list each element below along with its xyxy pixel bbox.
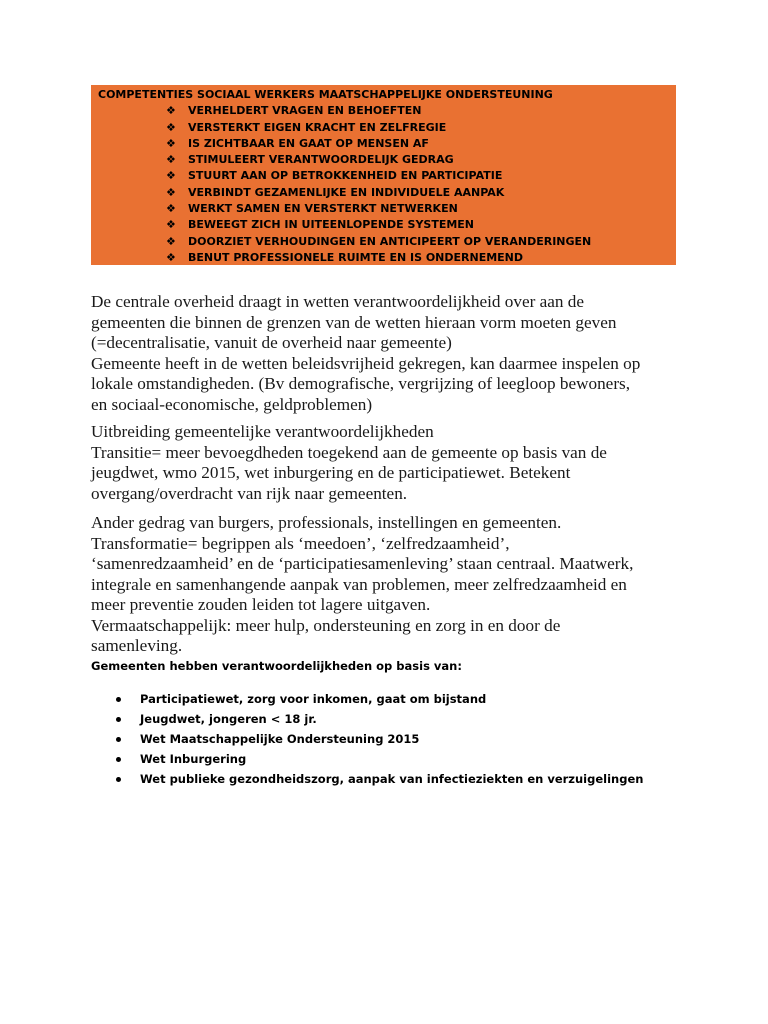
list-item — [91, 709, 643, 729]
competence-item — [98, 217, 676, 233]
diamond-bullet-icon: ❖ — [166, 136, 176, 150]
diamond-bullet-icon: ❖ — [166, 185, 176, 199]
bullet-dot-icon — [116, 717, 121, 722]
text-line: Transitie= meer bevoegdheden toegekend aan de gemeente op basis van de — [91, 442, 607, 462]
competence-item — [98, 103, 676, 119]
competences-list — [98, 103, 676, 266]
text-line: integrale en samenhangende aanpak van problemen, meer zelfredzaamheid en — [91, 574, 627, 594]
competence-item — [98, 234, 676, 250]
diamond-bullet-icon: ❖ — [166, 234, 176, 248]
text-line: Gemeente heeft in de wetten beleidsvrijheid gekregen, kan daarmee inspelen op — [91, 353, 641, 373]
competence-label: DOORZIET VERHOUDINGEN EN ANTICIPEERT OP VERANDERINGEN — [188, 234, 592, 248]
competence-label: STUURT AAN OP BETROKKENHEID EN PARTICIPATIE — [188, 169, 503, 183]
list-item-label: Wet publieke gezondheidszorg, aanpak van infectieziekten en verzuigelingen — [140, 772, 644, 786]
competence-label: VERSTERKT EIGEN KRACHT EN ZELFREGIE — [188, 120, 447, 134]
competence-label: WERKT SAMEN EN VERSTERKT NETWERKEN — [188, 202, 458, 216]
text-line: Ander gedrag van burgers, professionals, instellingen en gemeenten. — [91, 513, 562, 532]
diamond-bullet-icon: ❖ — [166, 169, 176, 183]
competence-label: STIMULEERT VERANTWOORDELIJK GEDRAG — [188, 153, 454, 167]
competence-item — [98, 201, 676, 217]
text-line: overgang/overdracht van rijk naar gemeenten. — [91, 483, 408, 503]
list-item-label: Wet Inburgering — [140, 752, 247, 766]
list-item — [91, 749, 643, 769]
competences-title: COMPETENTIES SOCIAAL WERKERS MAATSCHAPPELIJKE ONDERSTEUNING — [98, 88, 553, 101]
competence-item — [98, 168, 676, 184]
list-item — [91, 769, 643, 789]
diamond-bullet-icon: ❖ — [166, 202, 176, 216]
competence-label: VERHELDERT VRAGEN EN BEHOEFTEN — [188, 104, 422, 118]
competence-label: VERBINDT GEZAMENLIJKE EN INDIVIDUELE AANPAK — [188, 185, 505, 199]
bullet-dot-icon — [116, 757, 121, 762]
list-item-label: Wet Maatschappelijke Ondersteuning 2015 — [140, 732, 420, 746]
transition-paragraph — [91, 422, 691, 504]
text-line: Transformatie= begrippen als ‘meedoen’, ‘zelfredzaamheid’, — [91, 533, 510, 553]
competence-item — [98, 120, 676, 136]
list-item-label: Participatiewet, zorg voor inkomen, gaat om bijstand — [140, 692, 487, 706]
competence-item — [98, 185, 676, 201]
bullet-dot-icon — [116, 697, 121, 702]
competence-item — [98, 152, 676, 168]
diamond-bullet-icon: ❖ — [166, 153, 176, 167]
list-item — [91, 729, 643, 749]
competence-item — [98, 136, 676, 152]
diamond-bullet-icon: ❖ — [166, 218, 176, 232]
text-line: (=decentralisatie, vanuit de overheid naar gemeente) — [91, 333, 452, 352]
text-line: gemeenten die binnen de grenzen van de wetten hieraan vorm moeten geven — [91, 312, 617, 332]
text-line: meer preventie zouden leiden tot lagere uitgaven. — [91, 595, 431, 614]
list-item — [91, 689, 643, 709]
text-line: lokale omstandigheden. (Bv demografische, vergrijzing of leegloop bewoners, — [91, 374, 631, 393]
list-item-label: Jeugdwet, jongeren < 18 jr. — [140, 712, 317, 726]
diamond-bullet-icon: ❖ — [166, 250, 176, 264]
competence-item — [98, 250, 676, 266]
basis-list — [91, 689, 643, 789]
text-line: De centrale overheid draagt in wetten verantwoordelijkheid over aan de — [91, 292, 584, 311]
diamond-bullet-icon: ❖ — [166, 120, 176, 134]
transformation-paragraph — [91, 513, 691, 657]
text-line: jeugdwet, wmo 2015, wet inburgering en de participatiewet. Betekent — [91, 463, 571, 482]
competences-box — [91, 85, 676, 265]
bullet-dot-icon — [116, 737, 121, 742]
text-line: Uitbreiding gemeentelijke verantwoordelijkheden — [91, 422, 434, 441]
text-line: ‘samenredzaamheid’ en de ‘participatiesamenleving’ staan centraal. Maatwerk, — [91, 554, 634, 573]
basis-heading: Gemeenten hebben verantwoordelijkheden op basis van: — [91, 659, 462, 673]
text-line: samenleving. — [91, 636, 183, 655]
bullet-dot-icon — [116, 777, 121, 782]
text-line: en sociaal-economische, geldproblemen) — [91, 394, 373, 414]
competence-label: BENUT PROFESSIONELE RUIMTE EN IS ONDERNEMEND — [188, 250, 524, 264]
decentralisation-paragraph — [91, 292, 691, 415]
competence-label: IS ZICHTBAAR EN GAAT OP MENSEN AF — [188, 136, 429, 150]
text-line: Vermaatschappelijk: meer hulp, ondersteuning en zorg in en door de — [91, 615, 561, 635]
diamond-bullet-icon: ❖ — [166, 104, 176, 118]
competence-label: BEWEEGT ZICH IN UITEENLOPENDE SYSTEMEN — [188, 218, 475, 232]
